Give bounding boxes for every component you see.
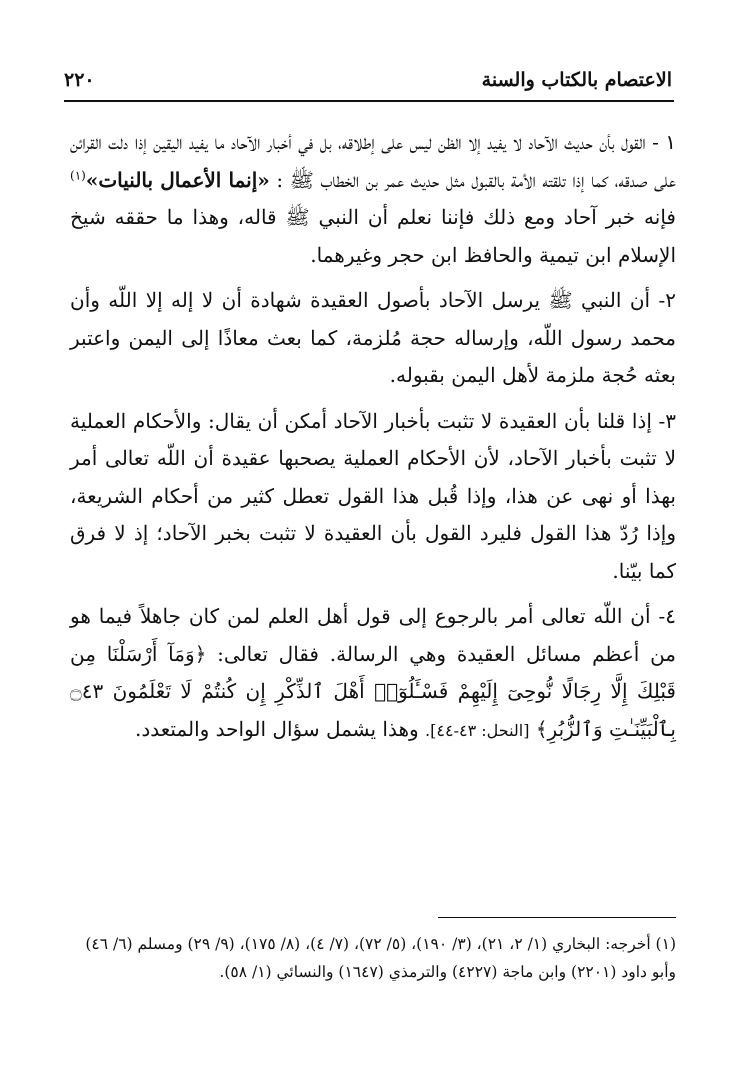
paragraph-1-text-a: ١ - القول بأن حديث الآحاد لا يفيد إلا الظن ليس على إطلاقه، بل في أخبار الآحاد ما يفيد اليقين إذا دلت القرائن على صدقه، كما إذا تلقته الأمة بالقبول مثل حديث عمر بن الخطاب ﷺ :: [70, 130, 676, 192]
running-title: الاعتصام بالكتاب والسنة: [481, 69, 672, 91]
paragraph-3: ٣- إذا قلنا بأن العقيدة لا تثبت بأخبار الآحاد أمكن أن يقال: والأحكام العملية لا تثبت بأخبار الآحاد، لأن الأحكام العملية يصحبها عقيدة أن اللّه تعالى أمر بهذا أو نهى عن هذا، وإذا قُبل هذا القول تعطل كثير من أحكام الشريعة، وإذا رُدّ هذا القول فليرد القول بأن العقيدة لا تثبت بخبر الآحاد؛ إذ لا فرق كما بيّنا.: [70, 408, 676, 583]
main-text: [70, 124, 676, 757]
quran-verse: ﴿وَمَآ أَرْسَلْنَا مِن قَبْلِكَ إِلَّا رِجَالًا نُّوحِىٓ إِلَيْهِمْ فَسْـَٔلُوٓا۟ أَهْلَ ٱلذِّكْرِ إِن كُنتُمْ لَا تَعْلَمُونَ ۝٤٣ بِٱلْبَيِّنَـٰتِ وَٱلزُّبُرِ﴾: [70, 641, 676, 741]
page-header: [64, 62, 672, 98]
paragraph-1-text-b: فإنه خبر آحاد ومع ذلك فإننا نعلم أن النبي ﷺ قاله، وهذا ما حققه شيخ الإسلام ابن تيمية والحافظ ابن حجر وغيرهما.: [70, 205, 676, 267]
paragraph-1: [70, 124, 676, 274]
footnote: (١) أخرجه: البخاري (١/ ٢، ٢١)، (٣/ ١٩٠)، (٥/ ٧٢)، (٧/ ٤)، (٨/ ١٧٥)، (٩/ ٢٩) ومسلم (٦/ ٤٦) وأبو داود (٢٢٠١) وابن ماجة (٤٢٢٧) والترمذي (١٦٤٧) والنسائي (١/ ٥٨).: [85, 935, 676, 981]
verse-reference: [النحل: ٤٣-٤٤].: [425, 720, 530, 740]
paragraph-4: [70, 598, 676, 749]
footnote-marker: (١): [70, 167, 86, 182]
paragraph-4-text-a: ٤- أن اللّه تعالى أمر بالرجوع إلى قول أهل العلم لمن كان جاهلاً فيما هو من أعظم مسائل العقيدة وهي الرسالة. فقال تعالى:: [70, 604, 677, 666]
hadith-quote: «إنما الأعمال بالنيات»: [85, 167, 270, 192]
paragraph-4-text-b: وهذا يشمل سؤال الواحد والمتعدد.: [134, 716, 419, 741]
header-divider: [64, 100, 674, 102]
paragraph-2: ٢- أن النبي ﷺ يرسل الآحاد بأصول العقيدة شهادة أن لا إله إلا اللّه وأن محمد رسول اللّه، وإرساله حجة مُلزمة، كما بعث معاذًا إلى اليمن واعتبر بعثه حُجة ملزمة لأهل اليمن بقبوله.: [70, 288, 676, 387]
page-number: ٢٢٠: [64, 69, 95, 91]
footnote-divider: [438, 917, 676, 918]
